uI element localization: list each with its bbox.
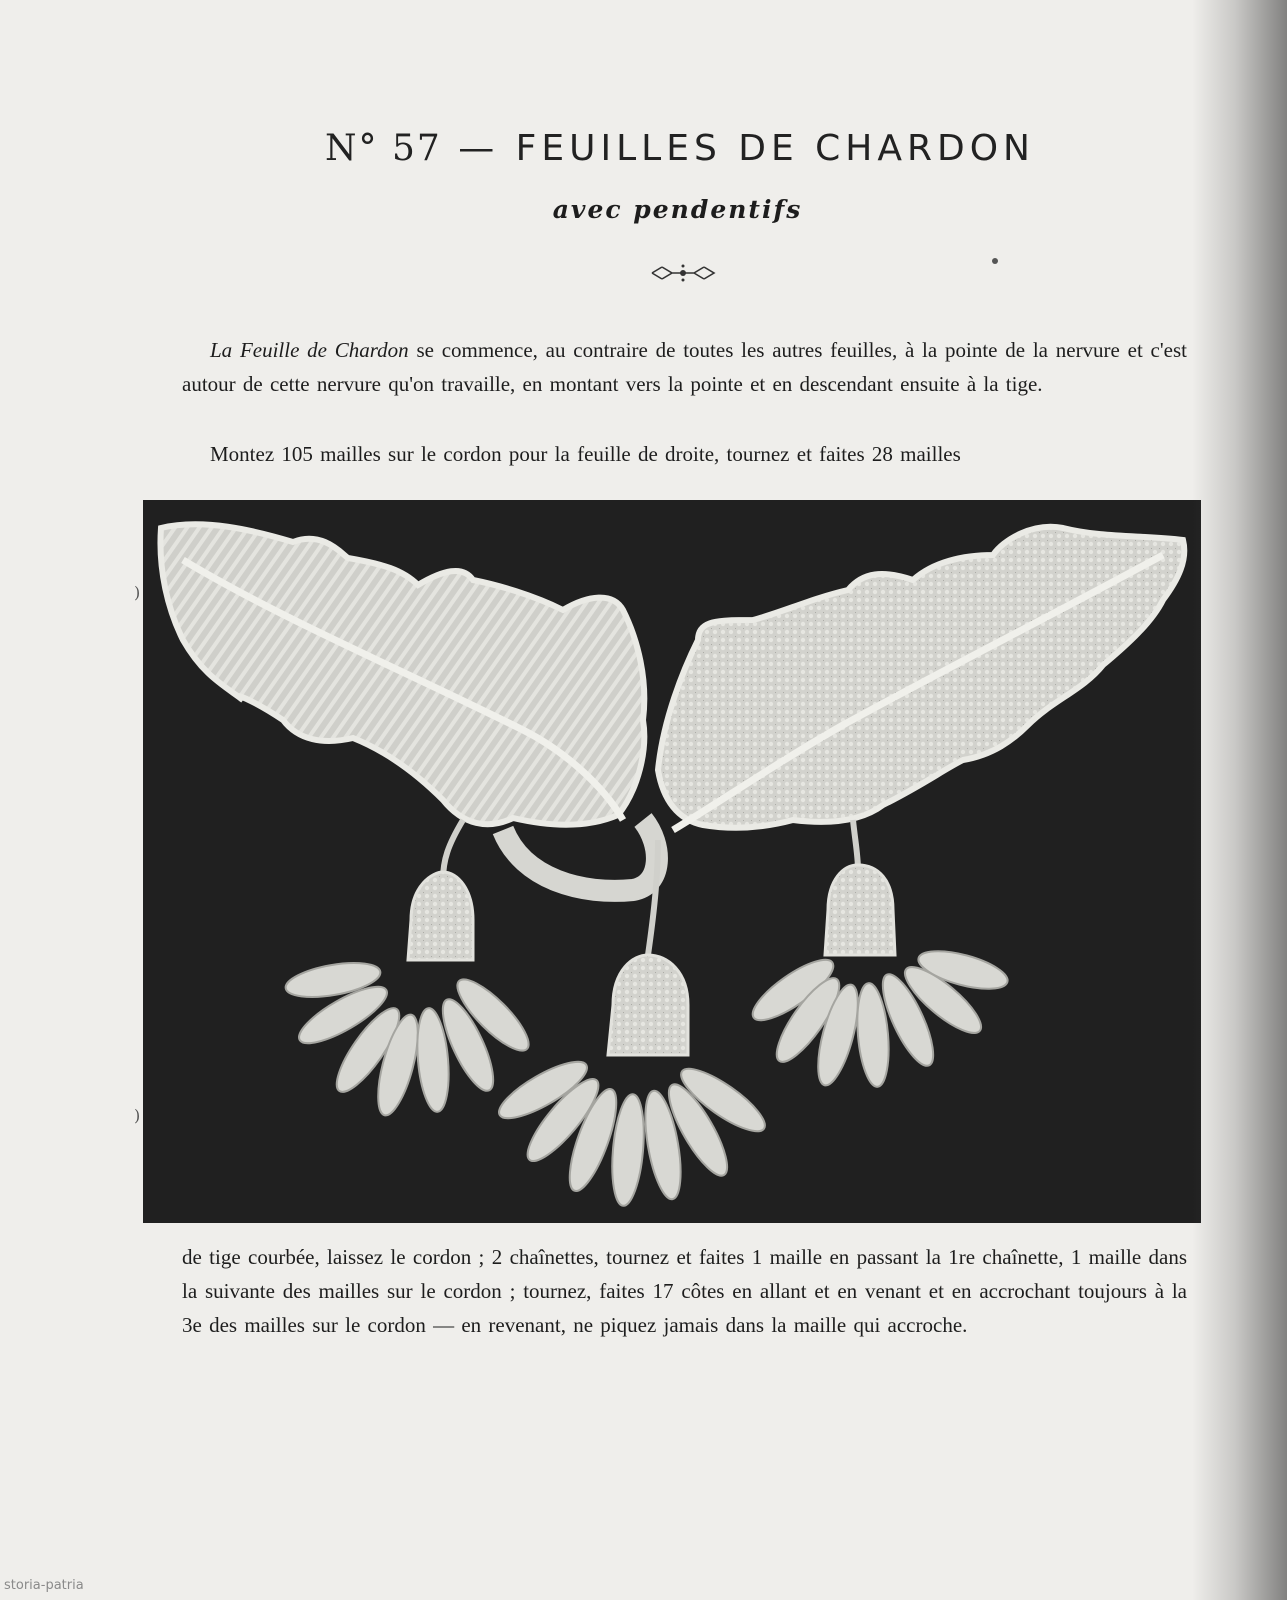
title-text: FEUILLES DE CHARDON (515, 128, 1035, 169)
margin-mark: ) (134, 583, 141, 602)
paragraph-1-italic: La Feuille de Chardon (210, 338, 409, 362)
right-leaf (658, 527, 1184, 828)
watermark: storia-patria (4, 1578, 84, 1593)
lace-photograph (143, 500, 1201, 1223)
paragraph-3: de tige courbée, laissez le cordon ; 2 chaînettes, tournez et faites 1 maille en passant la 1re chaînette, 1 maille dans la suivante des mailles sur le cordon ; tournez, faites 17 côtes en allant et en venant et en accrochant toujours à la 3e des mailles sur le cordon — en revenant, ne piquez jamais dans la maille qui accroche. (182, 1245, 1187, 1337)
left-pendant (283, 872, 537, 1119)
book-gutter-shadow (1192, 0, 1287, 1600)
paragraph-2: Montez 105 mailles sur le cordon pour la feuille de droite, tournez et faites 28 mailles (210, 442, 961, 466)
margin-mark: ) (134, 1106, 141, 1125)
page-subtitle: avec pendentifs (552, 195, 803, 224)
ink-dot (992, 258, 998, 264)
page-title (0, 128, 1287, 169)
middle-pendant (492, 955, 772, 1207)
right-pendant (745, 865, 1011, 1089)
title-dash: — (458, 128, 500, 169)
ornament-icon (648, 262, 718, 284)
paragraph-1 (182, 333, 1187, 401)
title-number: N° 57 (325, 128, 442, 169)
curved-stem (503, 820, 657, 891)
paragraph-1-text: se commence, au contraire de toutes les autres feuilles, à la pointe de la nervure et c'est autour de cette nervure qu'on travaille, en montant vers la pointe et en descendant ensuite à la tige. (182, 338, 1187, 396)
